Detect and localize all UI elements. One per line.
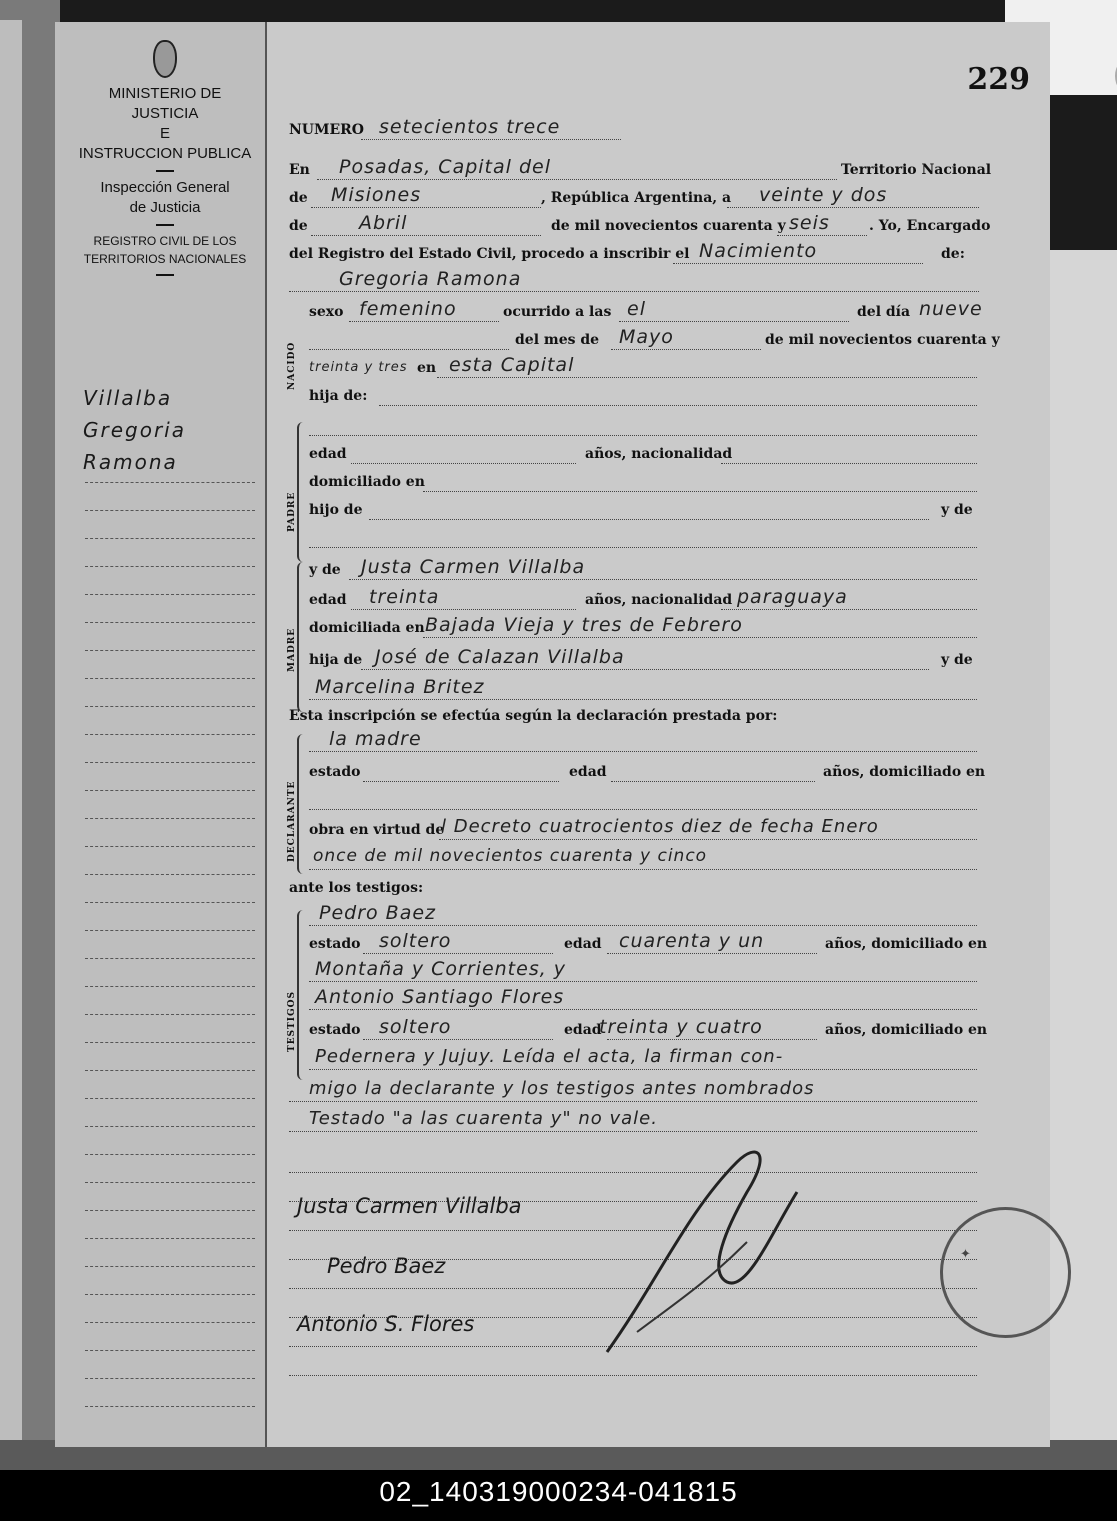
margin-ruled-line	[85, 930, 255, 932]
anio-nac-value: treinta y tres	[309, 360, 408, 375]
margin-ruled-line	[85, 1210, 255, 1212]
del-dia-value: nueve	[919, 298, 983, 320]
republica-label: , República Argentina, a	[541, 190, 732, 206]
madre-edad-label: edad	[309, 592, 347, 608]
testigo1-estado-label: estado	[309, 936, 361, 952]
margin-ruled-line	[85, 1070, 255, 1072]
mil-label: de mil novecientos cuarenta y	[765, 332, 1000, 348]
declarante-edad-label: edad	[569, 764, 607, 780]
margin-ruled-line	[85, 790, 255, 792]
line-mes	[289, 212, 1000, 244]
margin-ruled-line	[85, 958, 255, 960]
margin-note-line-2: Gregoria	[83, 418, 186, 442]
testigo1-edad-value: cuarenta y un	[619, 930, 765, 952]
madre-dom-label: domiciliada en	[309, 620, 425, 636]
declarante-dom-label: años, domiciliado en	[823, 764, 986, 780]
testigo2-dom-label: años, domiciliado en	[825, 1022, 988, 1038]
madre-hija-de-label: hija de	[309, 652, 363, 668]
margin-ruled-line	[85, 1126, 255, 1128]
line-hija	[289, 388, 1000, 414]
territorio-label: Territorio Nacional	[841, 162, 992, 178]
margin-ruled-line	[85, 986, 255, 988]
de2-label: de	[289, 218, 308, 234]
register-page	[55, 22, 1050, 1447]
testigo2-dom-value: Pedernera y Jujuy. Leída el acta, la firman con-	[315, 1046, 784, 1067]
cierre-1: migo la declarante y los testigos antes nombrados	[309, 1078, 815, 1099]
line-nombre	[289, 268, 1000, 300]
ocurrido-value: el	[627, 298, 646, 320]
mes-nac-value: Mayo	[619, 326, 674, 348]
lugar-value: esta Capital	[449, 354, 575, 376]
testigo2-edad-value: treinta y cuatro	[599, 1016, 763, 1038]
margin-ruled-line	[85, 650, 255, 652]
margin-ruled-line	[85, 594, 255, 596]
line-padre-hijo	[289, 502, 1000, 528]
record-form	[267, 22, 1050, 1447]
line-madre-dom	[289, 614, 1000, 646]
madre-y-de2-label: y de	[941, 652, 973, 668]
margin-ruled-line	[85, 1238, 255, 1240]
registry-line-1: REGISTRO CIVIL DE LOS	[93, 234, 237, 248]
testigo1-dom-label: años, domiciliado en	[825, 936, 988, 952]
en2-label: en	[417, 360, 437, 376]
line-testigo2-dom	[289, 1046, 1000, 1078]
margin-ruled-line	[85, 1406, 255, 1408]
seal-emblem-icon: ✦	[960, 1247, 971, 1262]
signature-testigo-2: Antonio S. Flores	[297, 1312, 475, 1336]
padre-dom-label: domiciliado en	[309, 474, 425, 490]
line-declarante-dom	[289, 792, 1000, 818]
official-seal-stamp	[940, 1207, 1071, 1338]
testigo1-edad-label: edad	[564, 936, 602, 952]
coat-of-arms-icon	[153, 40, 177, 78]
divider	[156, 224, 174, 226]
testigo2-estado-value: soltero	[379, 1016, 452, 1038]
margin-ruled-line	[85, 1378, 255, 1380]
signature-ruled-line	[289, 1375, 977, 1376]
dia-value: veinte y dos	[759, 184, 888, 206]
provincia-value: Misiones	[331, 184, 422, 206]
testigo2-nombre: Antonio Santiago Flores	[315, 986, 565, 1008]
registro-label: del Registro del Estado Civil, procedo a inscribir el	[289, 246, 690, 262]
margin-ruled-line	[85, 706, 255, 708]
anio-label: de mil novecientos cuarenta y	[551, 218, 786, 234]
signature-madre: Justa Carmen Villalba	[297, 1194, 522, 1218]
line-testigo2-estado	[289, 1016, 1000, 1048]
madre-y-de-label: y de	[309, 562, 341, 578]
ministry-line-1: MINISTERIO DE JUSTICIA	[108, 85, 222, 122]
line-obra-2	[289, 846, 1000, 878]
nacido-side-label: NACIDO	[287, 341, 297, 390]
en-value: Posadas, Capital del	[339, 156, 551, 178]
line-cierre-1	[289, 1078, 1000, 1110]
registro-value: Nacimiento	[699, 240, 818, 262]
margin-ruled-line	[85, 1350, 255, 1352]
line-padre-dom	[289, 474, 1000, 500]
padre-hijo-label: hijo de	[309, 502, 363, 518]
padre-y-de-label: y de	[941, 502, 973, 518]
madre-nac-label: años, nacionalidad	[585, 592, 733, 608]
inscripcion-label: Esta inscripción se efectúa según la declaración prestada por:	[289, 708, 778, 724]
margin-ruled-line	[85, 1182, 255, 1184]
en-label: En	[289, 162, 310, 178]
ministry-line-3: INSTRUCCION PUBLICA	[78, 145, 252, 162]
testigo1-nombre: Pedro Baez	[319, 902, 437, 924]
line-padre-nombre	[289, 418, 1000, 444]
divider	[156, 274, 174, 276]
line-padre-extra	[289, 530, 1000, 556]
testigos-side-label: TESTIGOS	[287, 991, 297, 1052]
nombre-value: Gregoria Ramona	[339, 268, 522, 290]
line-padre-edad	[289, 446, 1000, 472]
line-numero	[289, 116, 1000, 148]
ministry-header	[75, 40, 255, 282]
image-identifier: 02_140319000234-041815	[379, 1476, 738, 1507]
numero-value: setecientos trece	[379, 116, 561, 138]
margin-ruled-line	[85, 482, 255, 484]
madre-edad-value: treinta	[369, 586, 440, 608]
margin-name-note	[83, 382, 243, 478]
testigo1-estado-value: soltero	[379, 930, 452, 952]
de-label: de	[289, 190, 308, 206]
padre-side-label: PADRE	[287, 491, 297, 532]
declarante-side-label: DECLARANTE	[287, 780, 297, 862]
margin-ruled-line	[85, 1266, 255, 1268]
margin-ruled-line	[85, 734, 255, 736]
anio-value: seis	[789, 212, 830, 234]
madre-madre-value: Marcelina Britez	[315, 676, 485, 698]
line-madre-madre	[289, 676, 1000, 708]
margin-note-line-1: Villalba	[83, 386, 173, 410]
obra-value-2: once de mil novecientos cuarenta y cinco	[313, 846, 708, 866]
line-declarante	[289, 728, 1000, 760]
margin-ruled-line	[85, 1098, 255, 1100]
hija-label: hija de:	[309, 388, 368, 404]
margin-ruled-line	[85, 538, 255, 540]
sexo-label: sexo	[309, 304, 344, 320]
margin-ruled-line	[85, 1294, 255, 1296]
divider	[156, 170, 174, 172]
line-declarante-estado	[289, 764, 1000, 790]
cierre-2: Testado "a las cuarenta y" no vale.	[309, 1108, 658, 1129]
margin-ruled-line	[85, 818, 255, 820]
margin-column	[55, 22, 267, 1447]
padre-edad-label: edad	[309, 446, 347, 462]
line-madre-padres	[289, 646, 1000, 678]
margin-ruled-line	[85, 566, 255, 568]
ocurrido-label: ocurrido a las	[503, 304, 612, 320]
inspection-line-2: de Justicia	[129, 199, 201, 216]
de3-label: de:	[941, 246, 965, 262]
sexo-value: femenino	[359, 298, 457, 320]
testigo2-estado-label: estado	[309, 1022, 361, 1038]
testigo2-edad-label: edad	[564, 1022, 602, 1038]
registry-line-2: TERRITORIOS NACIONALES	[83, 252, 247, 266]
margin-note-line-3: Ramona	[83, 450, 178, 474]
testigos-label: ante los testigos:	[289, 880, 424, 896]
margin-ruled-line	[85, 762, 255, 764]
margin-ruled-line	[85, 1322, 255, 1324]
declarante-value: la madre	[329, 728, 422, 750]
mes-value: Abril	[359, 212, 408, 234]
page-number: 229	[967, 62, 1030, 97]
margin-ruled-line	[85, 1154, 255, 1156]
madre-padre-value: José de Calazan Villalba	[375, 646, 625, 668]
margin-ruled-line	[85, 1014, 255, 1016]
testigo1-dom-value: Montaña y Corrientes, y	[315, 958, 567, 980]
margin-ruled-line	[85, 874, 255, 876]
margin-ruled-line	[85, 902, 255, 904]
margin-ruled-line	[85, 846, 255, 848]
numero-label: NUMERO	[289, 122, 365, 138]
line-mes-nac	[289, 326, 1000, 358]
line-obra	[289, 816, 1000, 848]
inspection-line-1: Inspección General	[100, 179, 230, 196]
margin-ruled-line	[85, 510, 255, 512]
margin-ruled-line	[85, 1042, 255, 1044]
adjacent-page-edge	[0, 20, 22, 1470]
obra-value: l Decreto cuatrocientos diez de fecha Enero	[441, 816, 879, 837]
margin-ruled-line	[85, 678, 255, 680]
declarante-estado-label: estado	[309, 764, 361, 780]
margin-ruled-line	[85, 622, 255, 624]
madre-side-label: MADRE	[287, 627, 297, 672]
madre-nac-value: paraguaya	[737, 586, 848, 608]
official-signature-scribble	[597, 1132, 817, 1372]
obra-label: obra en virtud de	[309, 822, 445, 838]
line-madre-nombre	[289, 556, 1000, 588]
madre-dom-value: Bajada Vieja y tres de Febrero	[425, 614, 743, 636]
ministry-line-2: E	[159, 125, 170, 142]
del-dia-label: del día	[857, 304, 911, 320]
padre-nac-label: años, nacionalidad	[585, 446, 733, 462]
line-testigo2	[289, 986, 1000, 1018]
yo-label: . Yo, Encargado	[869, 218, 991, 234]
mes-label: del mes de	[515, 332, 600, 348]
signature-testigo-1: Pedro Baez	[327, 1254, 446, 1278]
madre-nombre-value: Justa Carmen Villalba	[361, 556, 586, 578]
